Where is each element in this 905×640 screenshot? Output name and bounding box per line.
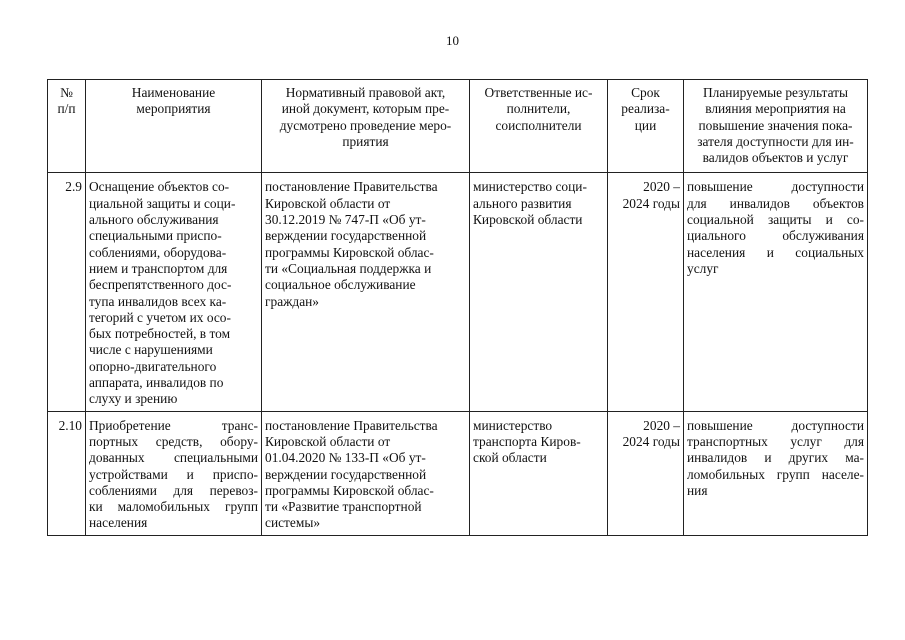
text-line: нием и транспортом для bbox=[89, 260, 228, 276]
text-line: тегорий с учетом их осо- bbox=[89, 309, 231, 325]
text-line: ти «Развитие транспортной bbox=[265, 499, 422, 515]
text-line: повышение значения пока- bbox=[698, 117, 853, 133]
responsible-cell bbox=[470, 173, 608, 411]
header-number bbox=[48, 80, 86, 173]
text-line: Наименование bbox=[131, 85, 216, 100]
term-cell bbox=[608, 173, 684, 411]
text-line: повышение доступности bbox=[687, 417, 864, 433]
text-line: реализа- bbox=[621, 101, 670, 117]
text-line: ального обслуживания bbox=[89, 212, 219, 228]
text-line: циального обслуживания bbox=[687, 228, 864, 244]
text-line: программы Кировской облас- bbox=[265, 482, 434, 498]
text-line: дованных специальными bbox=[89, 450, 258, 466]
text-line: Кировской области от bbox=[265, 195, 391, 211]
planned-result-cell bbox=[684, 411, 868, 535]
text-line: соисполнители bbox=[495, 117, 582, 133]
text-line: дусмотрено проведение меро- bbox=[279, 117, 452, 133]
text-line: постановление Правительства bbox=[265, 179, 438, 195]
measure-name-cell bbox=[86, 173, 262, 411]
text-line: ния bbox=[687, 482, 708, 498]
text-line: Приобретение транс- bbox=[89, 417, 258, 433]
text-line: граждан» bbox=[265, 293, 320, 309]
text-line: соблениями для перевоз- bbox=[89, 482, 258, 498]
text-line: 2020 – bbox=[643, 417, 680, 433]
text-line: Планируемые результаты bbox=[702, 85, 849, 100]
text-line: 2024 годы bbox=[622, 433, 680, 449]
text-line: зателя доступности для ин- bbox=[697, 133, 854, 149]
text-line: 2024 годы bbox=[622, 195, 680, 211]
table-header-row bbox=[48, 80, 868, 173]
text-line: министерство bbox=[473, 417, 553, 433]
text-line: п/п bbox=[57, 101, 76, 117]
text-line: Ответственные ис- bbox=[484, 85, 593, 100]
text-line: министерство соци- bbox=[473, 179, 587, 195]
legal-act-cell bbox=[262, 173, 470, 411]
text-line: 30.12.2019 № 747-П «Об ут- bbox=[265, 212, 426, 228]
text-line: Кировской области от bbox=[265, 433, 391, 449]
text-line: устройствами и приспо- bbox=[89, 466, 258, 482]
text-line: Кировской области bbox=[473, 212, 583, 228]
row-number: 2.10 bbox=[48, 411, 86, 535]
text-line: ской области bbox=[473, 450, 547, 466]
text-line: постановление Правительства bbox=[265, 417, 438, 433]
text-line: транспорта Киров- bbox=[473, 433, 581, 449]
term-cell bbox=[608, 411, 684, 535]
text-line: тупа инвалидов всех ка- bbox=[89, 293, 227, 309]
text-line: программы Кировской облас- bbox=[265, 244, 434, 260]
text-line: верждении государственной bbox=[265, 228, 427, 244]
text-line: социальной защиты и со- bbox=[687, 212, 864, 228]
header-planned-results bbox=[684, 80, 868, 173]
legal-act-cell bbox=[262, 411, 470, 535]
measure-name-cell bbox=[86, 411, 262, 535]
header-term bbox=[608, 80, 684, 173]
text-line: Оснащение объектов со- bbox=[89, 179, 230, 195]
text-line: повышение доступности bbox=[687, 179, 864, 195]
text-line: для инвалидов объектов bbox=[687, 195, 864, 211]
text-line: ции bbox=[634, 117, 657, 133]
page-number: 10 bbox=[446, 33, 459, 48]
text-line: 01.04.2020 № 133-П «Об ут- bbox=[265, 450, 426, 466]
text-line: специальными приспо- bbox=[89, 228, 222, 244]
text-line: населения и социальных bbox=[687, 244, 864, 260]
text-line: циальной защиты и соци- bbox=[89, 195, 236, 211]
text-line: транспортных услуг для bbox=[687, 433, 864, 449]
text-line: опорно-двигательного bbox=[89, 358, 217, 374]
text-line: приятия bbox=[342, 133, 389, 149]
text-line: слуху и зрению bbox=[89, 391, 178, 407]
text-line: услуг bbox=[687, 260, 719, 276]
table-row bbox=[48, 411, 868, 535]
text-line: иной документ, которым пре- bbox=[281, 101, 450, 117]
text-line: бых потребностей, в том bbox=[89, 326, 231, 342]
text-line: ломобильных групп населе- bbox=[687, 466, 864, 482]
text-line: полнители, bbox=[506, 101, 571, 117]
text-line: валидов объектов и услуг bbox=[702, 150, 849, 166]
text-line: портных средств, обору- bbox=[89, 433, 258, 449]
text-line: числе с нарушениями bbox=[89, 342, 213, 358]
header-measure-name bbox=[86, 80, 262, 173]
text-line: № bbox=[60, 85, 73, 100]
text-line: Нормативный правовой акт, bbox=[285, 85, 446, 100]
text-line: соблениями, оборудова- bbox=[89, 244, 227, 260]
row-number: 2.9 bbox=[48, 173, 86, 411]
responsible-cell bbox=[470, 411, 608, 535]
text-line: ки маломобильных групп bbox=[89, 499, 258, 515]
text-line: 2020 – bbox=[643, 179, 680, 195]
text-line: населения bbox=[89, 515, 148, 531]
text-line: ти «Социальная поддержка и bbox=[265, 260, 432, 276]
text-line: ального развития bbox=[473, 195, 572, 211]
measures-table bbox=[47, 79, 868, 536]
text-line: влияния мероприятия на bbox=[705, 101, 846, 117]
text-line: инвалидов и других ма- bbox=[687, 450, 864, 466]
text-line: верждении государственной bbox=[265, 466, 427, 482]
text-line: системы» bbox=[265, 515, 321, 531]
header-legal-act bbox=[262, 80, 470, 173]
text-line: Срок bbox=[631, 85, 660, 100]
header-responsible bbox=[470, 80, 608, 173]
text-line: социальное обслуживание bbox=[265, 277, 416, 293]
text-line: мероприятия bbox=[136, 101, 211, 117]
text-line: аппарата, инвалидов по bbox=[89, 375, 224, 391]
text-line: беспрепятственного дос- bbox=[89, 277, 232, 293]
planned-result-cell bbox=[684, 173, 868, 411]
table-row bbox=[48, 173, 868, 411]
